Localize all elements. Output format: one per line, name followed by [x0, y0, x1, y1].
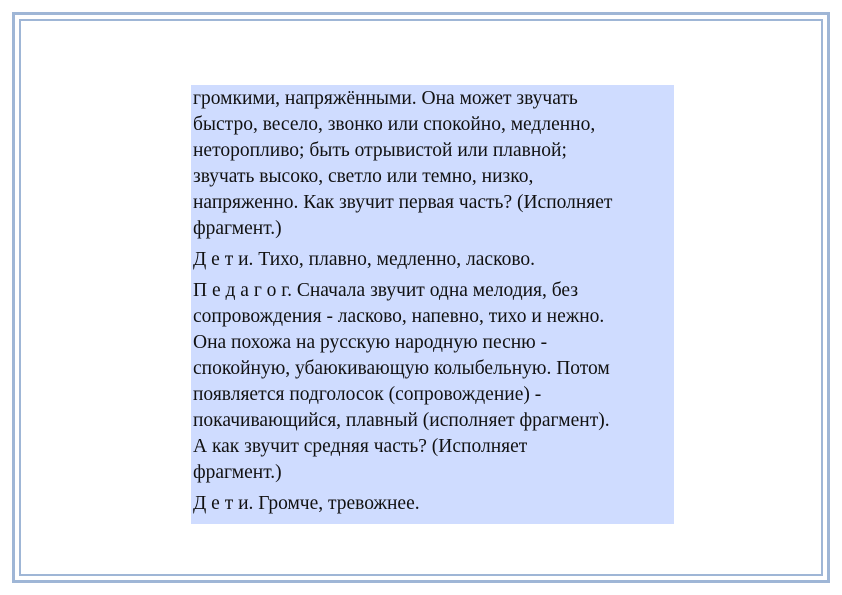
paragraph-intro: громкими, напряжёнными. Она может звучать быстро, весело, звонко или спокойно, медленно, неторопливо; быть отрывистой или плавной; звучать высоко, светло или темно, низко, напряженно. Как звучит первая часть? (Исполняет фрагмент.) [193, 88, 613, 239]
text-block [191, 85, 674, 524]
paragraph-children-answer-1: Д е т и. Тихо, плавно, медленно, ласково. [193, 249, 536, 270]
paragraph-teacher: П е д а г о г. Сначала звучит одна мелодия, без сопровождения - ласково, напевно, тихо и нежно. Она похожа на русскую народную песню - спокойную, убаюкивающую колыбельную. Потом появляется подголосок (сопровождение) - покачивающийся, плавный (исполняет фрагмент). А как звучит средняя часть? (Исполняет фрагмент.) [193, 280, 610, 483]
paragraph-children-answer-2: Д е т и. Громче, тревожнее. [193, 493, 420, 514]
